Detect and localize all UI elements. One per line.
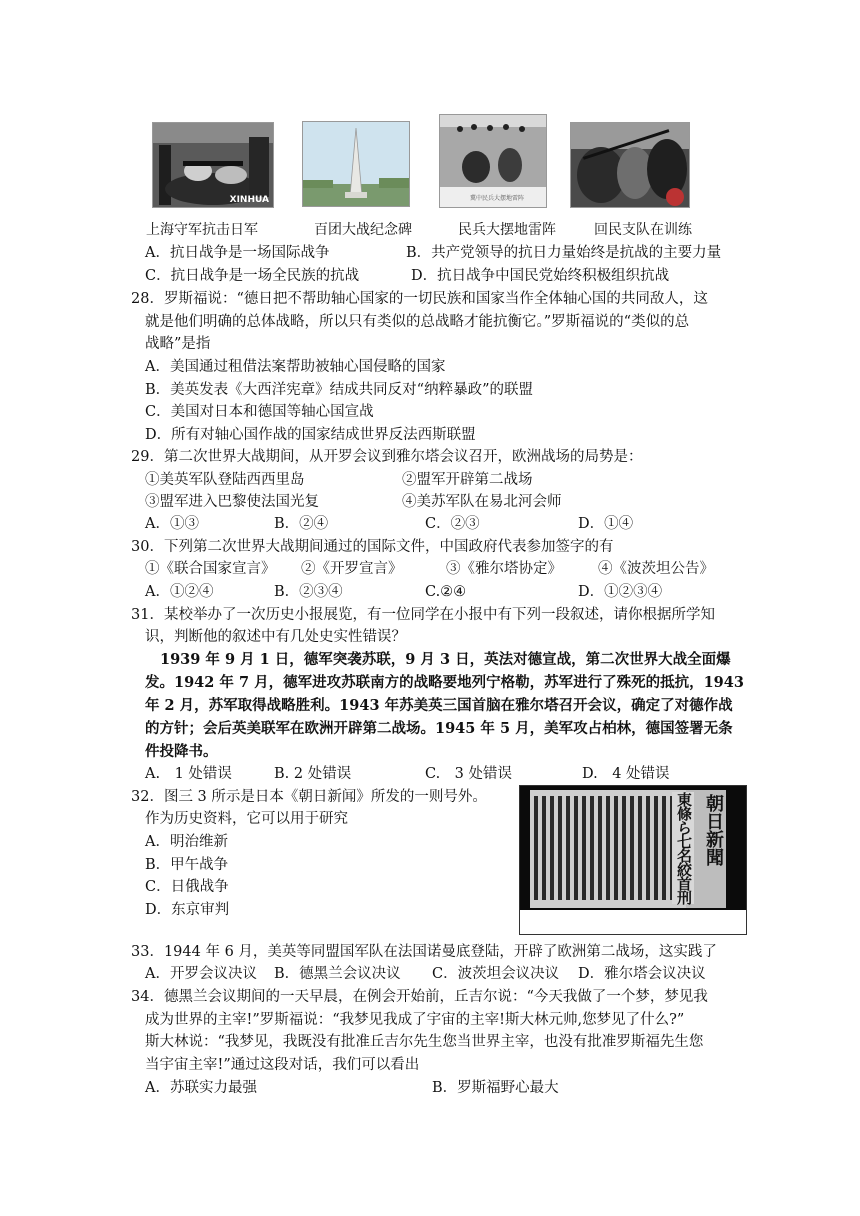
q30-stem: 30．下列第二次世界大战期间通过的国际文件，中国政府代表参加签字的有 <box>131 539 614 555</box>
q30-item-2: ②《开罗宣言》 <box>301 561 403 577</box>
q27-option-c: C．抗日战争是一场全民族的抗战 <box>145 268 360 284</box>
q30-option-b: B．②③④ <box>274 584 343 600</box>
q31-stem-line1: 31．某校举办了一次历史小报展览，有一位同学在小报中有下列一段叙述，请你根据所学知 <box>131 607 715 623</box>
q32-option-b: B．甲午战争 <box>145 857 229 873</box>
q31-passage-line4: 的方针；会后英美联军在欧洲开辟第二战场。1945 年 5 月，美军攻占柏林，德国签署无条 <box>145 720 733 737</box>
caption-hui-detachment: 回民支队在训练 <box>594 222 692 238</box>
q29-item-4: ④美苏军队在易北河会师 <box>402 494 562 510</box>
asahi-newspaper-extra-figure <box>519 785 747 935</box>
q30-option-a: A．①②④ <box>145 584 214 600</box>
photo-watermark: XINHUA <box>229 195 269 205</box>
q31-passage-line3: 年 2 月，苏军取得战略胜利。1943 年苏美英三国首脑在雅尔塔召开会议，确定了对德作战 <box>145 697 733 714</box>
q34-stem-line2: 成为世界的主宰!”罗斯福说：“我梦见我成了宇宙的主宰!斯大林元帅,您梦见了什么?” <box>145 1012 685 1028</box>
q31-option-a: A. 1 处错误 <box>145 766 232 782</box>
photo3-caption: 冀中民兵大摆地雷阵 <box>470 195 525 202</box>
q31-option-d: D. 4 处错误 <box>582 766 670 782</box>
q32-option-a: A．明治维新 <box>145 834 228 850</box>
q30-option-c: C.②④ <box>425 584 467 600</box>
q29-item-2: ②盟军开辟第二战场 <box>402 472 533 488</box>
q31-passage-line2: 发。1942 年 7 月，德军进攻苏联南方的战略要地列宁格勒，苏军进行了殊死的抵抗，1943 <box>145 674 744 691</box>
q32-option-c: C．日俄战争 <box>145 879 229 895</box>
photo-shanghai-defenders <box>152 122 274 208</box>
q33-stem: 33．1944 年 6 月，美英等同盟国军队在法国诺曼底登陆，开辟了欧洲第二战场，这实践了 <box>131 944 717 960</box>
q28-stem-line1: 28．罗斯福说：“德日把不帮助轴心国家的一切民族和国家当作全体轴心国的共同敌人，这 <box>131 291 708 307</box>
q33-option-b: B．德黑兰会议决议 <box>274 966 401 982</box>
q32-stem-line2: 作为历史资料，它可以用于研究 <box>145 811 348 827</box>
photo-militia-landmines <box>439 114 547 208</box>
q30-item-3: ③《雅尔塔协定》 <box>446 561 562 577</box>
q28-option-d: D．所有对轴心国作战的国家结成世界反法西斯联盟 <box>145 427 476 443</box>
q33-option-a: A．开罗会议决议 <box>145 966 257 982</box>
q27-option-d: D．抗日战争中国民党始终积极组织抗战 <box>411 268 670 284</box>
q28-stem-line2: 就是他们明确的总体战略，所以只有类似的总战略才能抗衡它。”罗斯福说的“类似的总 <box>145 314 690 330</box>
newspaper-headline: 東條ら七名絞首刑 <box>672 792 694 904</box>
q28-option-a: A．美国通过租借法案帮助被轴心国侵略的国家 <box>145 359 446 375</box>
q29-option-c: C．②③ <box>425 516 480 532</box>
photo-hundred-regiments-monument <box>302 121 410 207</box>
q29-option-d: D．①④ <box>578 516 634 532</box>
q31-passage-line5: 件投降书。 <box>145 743 218 760</box>
q28-option-b: B．美英发表《大西洋宪章》结成共同反对“纳粹暴政”的联盟 <box>145 382 533 398</box>
q29-item-1: ①美英军队登陆西西里岛 <box>145 472 305 488</box>
caption-monument: 百团大战纪念碑 <box>314 222 412 238</box>
q30-item-4: ④《波茨坦公告》 <box>598 561 714 577</box>
photo-monument-graphic <box>303 122 409 206</box>
q31-stem-line2: 识，判断他的叙述中有几处史实性错误？ <box>145 629 406 645</box>
q28-option-c: C．美国对日本和德国等轴心国宣战 <box>145 404 374 420</box>
q30-item-1: ①《联合国家宣言》 <box>145 561 276 577</box>
q34-option-b: B．罗斯福野心最大 <box>432 1080 559 1096</box>
q28-stem-line3: 战略”是指 <box>145 336 211 352</box>
q29-option-a: A．①③ <box>145 516 199 532</box>
q33-option-d: D．雅尔塔会议决议 <box>578 966 706 982</box>
photo-hui-detachment-graphic <box>571 123 689 207</box>
photo-hui-detachment-training <box>570 122 690 208</box>
q34-stem-line1: 34．德黑兰会议期间的一天早晨，在例会开始前，丘吉尔说：“今天我做了一个梦，梦见我 <box>131 989 708 1005</box>
newspaper-photo <box>520 786 746 910</box>
newspaper-masthead: 朝日新聞 <box>703 794 724 866</box>
q31-option-c: C. 3 处错误 <box>425 766 513 782</box>
q29-stem: 29．第二次世界大战期间，从开罗会议到雅尔塔会议召开，欧洲战场的局势是： <box>131 449 643 465</box>
q27-option-b: B．共产党领导的抗日力量始终是抗战的主要力量 <box>406 245 722 261</box>
q27-option-a: A．抗日战争是一场国际战争 <box>145 245 330 261</box>
caption-militia: 民兵大摆地雷阵 <box>458 222 556 238</box>
q34-option-a: A．苏联实力最强 <box>145 1080 257 1096</box>
q32-stem-line1: 32．图三 3 所示是日本《朝日新闻》所发的一则号外。 <box>131 789 487 805</box>
q31-option-b: B. 2 处错误 <box>274 766 352 782</box>
q34-stem-line4: 当宇宙主宰!”通过这段对话，我们可以看出 <box>145 1057 420 1073</box>
q29-item-3: ③盟军进入巴黎使法国光复 <box>145 494 319 510</box>
q30-option-d: D．①②③④ <box>578 584 663 600</box>
caption-shanghai-defenders: 上海守军抗击日军 <box>146 222 258 238</box>
q33-option-c: C．波茨坦会议决议 <box>432 966 560 982</box>
q32-option-d: D．东京审判 <box>145 902 230 918</box>
q29-option-b: B．②④ <box>274 516 329 532</box>
q34-stem-line3: 斯大林说：“我梦见，我既没有批准丘吉尔先生您当世界主宰，也没有批准罗斯福先生您 <box>145 1034 704 1050</box>
q31-passage-line1: 1939 年 9 月 1 日，德军突袭苏联，9 月 3 日，英法对德宣战，第二次世界大战全面爆 <box>160 651 731 668</box>
